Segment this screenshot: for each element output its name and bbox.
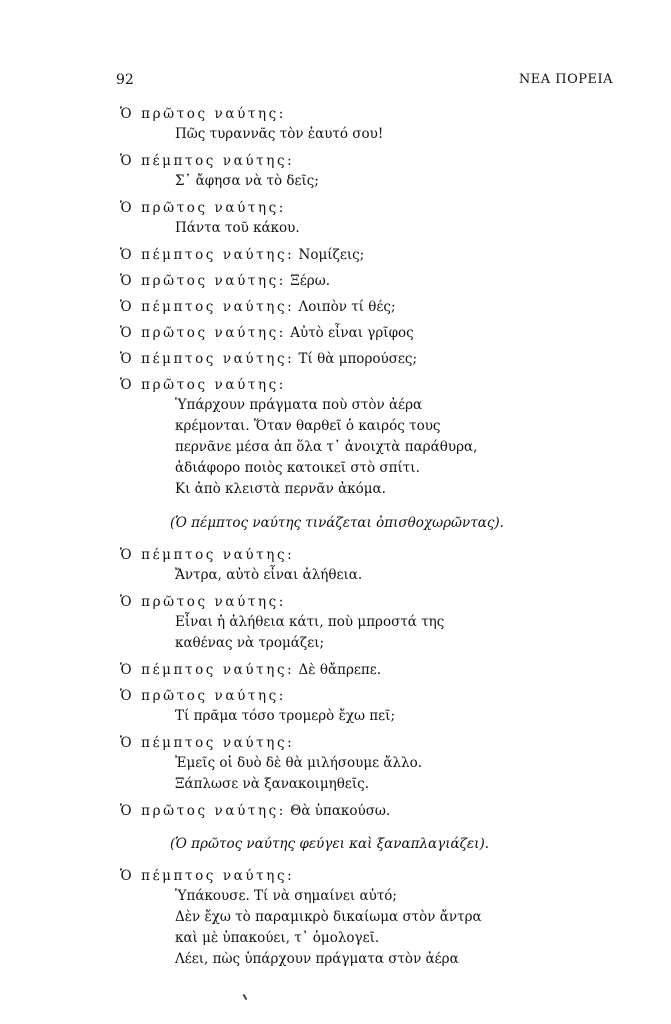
verse-inline: Αὐτὸ εἶναι γρῖφος <box>285 325 414 341</box>
speaker-name: Ὁ πέμπτος ναύτης: <box>120 351 295 367</box>
speaker-line <box>120 105 630 124</box>
speaker-name: Ὁ πέμπτος ναύτης: <box>120 547 295 563</box>
speaker-line <box>120 298 630 317</box>
verse-line: Πάντα τοῦ κάκου. <box>175 220 300 236</box>
speaker-line <box>120 376 630 395</box>
speaker-name: Ὁ πρῶτος ναύτης: <box>120 377 286 393</box>
speaker-line <box>120 546 630 565</box>
speaker-line <box>120 272 630 291</box>
verse-inline: Θὰ ὑπακούσω. <box>285 803 391 819</box>
verse-line: Δὲν ἔχω τὸ παραμικρὸ δικαίωμα στὸν ἄντρα <box>175 909 482 925</box>
speaker-line <box>120 246 630 265</box>
speaker-line <box>120 734 630 753</box>
verse-line: καθένας νὰ τρομάζει; <box>175 635 325 651</box>
speaker-name: Ὁ πρῶτος ναύτης: <box>120 594 286 610</box>
verse-inline: Νομίζεις; <box>294 247 365 263</box>
speaker-line <box>120 802 630 821</box>
verse-line: ἀδιάφορο ποιὸς κατοικεῖ στὸ σπίτι. <box>175 460 420 476</box>
verse-inline: Τί θὰ μπορούσες; <box>294 351 418 367</box>
speaker-line <box>120 593 630 612</box>
speaker-line <box>120 867 630 886</box>
verse-line: Ἐμεῖς οἱ δυὸ δὲ θὰ μιλήσουμε ἄλλο. <box>175 755 423 771</box>
verse-line: Ὑπάκουσε. Τί νὰ σημαίνει αὐτό; <box>175 888 397 904</box>
verse-line: Εἶναι ἡ ἀλήθεια κάτι, ποὺ μπροστά της <box>175 614 445 630</box>
speaker-line <box>120 324 630 343</box>
verse-line: Ξάπλωσε νὰ ξανακοιμηθεῖς. <box>175 776 370 792</box>
speaker-name: Ὁ πέμπτος ναύτης: <box>120 662 295 678</box>
verse-inline: Λοιπὸν τί θές; <box>294 299 396 315</box>
speaker-line <box>120 661 630 680</box>
verse-line: Κι ἀπὸ κλειστὰ περνᾶν ἀκόμα. <box>175 481 386 497</box>
speaker-line <box>120 350 630 369</box>
speaker-name: Ὁ πρῶτος ναύτης: <box>120 200 286 216</box>
verse-line: Ἄντρα, αὐτὸ εἶναι ἀλήθεια. <box>175 567 363 583</box>
speaker-name: Ὁ πέμπτος ναύτης: <box>120 153 295 169</box>
verse-line: Πῶς τυραννᾶς τὸν ἑαυτό σου! <box>175 126 384 142</box>
speaker-line <box>120 687 630 706</box>
speaker-name: Ὁ πέμπτος ναύτης: <box>120 735 295 751</box>
verse-inline: Ξέρω. <box>285 273 330 289</box>
speaker-name: Ὁ πρῶτος ναύτης: <box>120 273 286 289</box>
speaker-line <box>120 199 630 218</box>
verse-line: Ὑπάρχουν πράγματα ποὺ στὸν ἀέρα <box>175 397 423 413</box>
speaker-name: Ὁ πρῶτος ναύτης: <box>120 325 286 341</box>
stage-direction: (Ὁ πρῶτος ναύτης φεύγει καὶ ξαναπλαγιάζει). <box>170 836 490 852</box>
paper-mark <box>243 994 248 1000</box>
verse-line: Λέει, πὼς ὑπάρχουν πράγματα στὸν ἀέρα <box>175 951 459 967</box>
stage-direction: (Ὁ πέμπτος ναύτης τινάζεται ὀπισθοχωρῶντας). <box>170 515 504 531</box>
speaker-name: Ὁ πέμπτος ναύτης: <box>120 299 295 315</box>
speaker-line <box>120 152 630 171</box>
speaker-name: Ὁ πρῶτος ναύτης: <box>120 803 286 819</box>
verse-line: περνᾶνε μέσα ἀπ ὅλα τ᾽ ἀνοιχτὰ παράθυρα, <box>175 439 478 455</box>
speaker-name: Ὁ πρῶτος ναύτης: <box>120 688 286 704</box>
running-head: ΝΕΑ ΠΟΡΕΙΑ <box>518 72 613 87</box>
speaker-name: Ὁ πέμπτος ναύτης: <box>120 868 295 884</box>
speaker-name: Ὁ πέμπτος ναύτης: <box>120 247 295 263</box>
verse-line: Σ᾽ ἄφησα νὰ τὸ δεῖς; <box>175 173 319 189</box>
verse-line: κρέμονται. Ὅταν θαρθεῖ ὁ καιρός τους <box>175 418 441 434</box>
verse-inline: Δὲ θἄπρεπε. <box>294 662 382 678</box>
page-number: 92 <box>116 72 134 88</box>
speaker-name: Ὁ πρῶτος ναύτης: <box>120 106 286 122</box>
dialogue-text <box>120 105 630 970</box>
verse-line: Τί πρᾶμα τόσο τρομερὸ ἔχω πεῖ; <box>175 708 396 724</box>
verse-line: καὶ μὲ ὑπακούει, τ᾽ ὁμολογεῖ. <box>175 930 380 946</box>
